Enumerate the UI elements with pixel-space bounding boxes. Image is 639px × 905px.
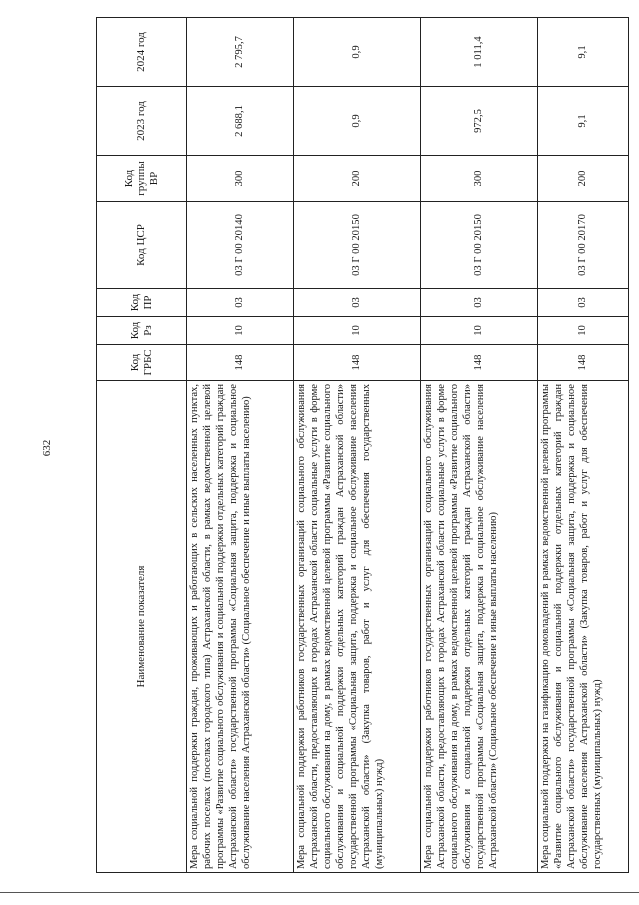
cell-csr: 03 Г 00 20140	[187, 202, 294, 289]
cell-name: Мера социальной поддержки граждан, проживающих и работающих в сельских населенных пунктах, рабочих поселках (поселках городского типа) Астраханской области, в рамках ведомственной целевой программы «Развитие социального обслуживания и социальной поддержки отдельных категорий граждан Астраханской области» государственной программы «Социальная защита, поддержка и социальное обслуживание населения Астраханской области» (Социальное обеспечение и иные выплаты населению)	[187, 381, 294, 873]
bottom-rule	[0, 892, 639, 893]
cell-2023: 972,5	[421, 87, 538, 156]
cell-vr: 200	[538, 156, 629, 202]
cell-rz: 10	[538, 317, 629, 345]
cell-pr: 03	[421, 289, 538, 317]
cell-2024: 1 011,4	[421, 18, 538, 87]
header-2023: 2023 год	[97, 87, 187, 156]
cell-vr: 300	[187, 156, 294, 202]
table-body	[187, 18, 629, 873]
rotated-table-container	[96, 18, 628, 873]
cell-pr: 03	[538, 289, 629, 317]
cell-vr: 300	[421, 156, 538, 202]
cell-grbs: 148	[294, 345, 421, 381]
cell-rz: 10	[421, 317, 538, 345]
header-rz: Код Рз	[97, 317, 187, 345]
cell-rz: 10	[187, 317, 294, 345]
budget-table	[96, 17, 629, 873]
cell-csr: 03 Г 00 20150	[294, 202, 421, 289]
cell-2023: 9,1	[538, 87, 629, 156]
header-vr: Код группы ВР	[97, 156, 187, 202]
table-header	[97, 18, 187, 873]
cell-grbs: 148	[538, 345, 629, 381]
table-row	[421, 18, 538, 873]
page-number: 632	[41, 439, 53, 457]
header-grbs: Код ГРБС	[97, 345, 187, 381]
cell-name: Мера социальной поддержки на газификацию домовладений в рамках ведомственной целевой программы «Развитие социального обслуживания и социальной поддержки отдельных категорий граждан Астраханской области» государственной программы «Социальная защита, поддержка и социальное обслуживание населения Астраханской области» (Закупка товаров, работ и услуг для обеспечения государственных (муниципальных) нужд)	[538, 381, 629, 873]
cell-csr: 03 Г 00 20170	[538, 202, 629, 289]
cell-vr: 200	[294, 156, 421, 202]
cell-2024: 0,9	[294, 18, 421, 87]
cell-pr: 03	[187, 289, 294, 317]
cell-pr: 03	[294, 289, 421, 317]
cell-grbs: 148	[421, 345, 538, 381]
cell-csr: 03 Г 00 20150	[421, 202, 538, 289]
header-row	[97, 18, 187, 873]
cell-grbs: 148	[187, 345, 294, 381]
header-2024: 2024 год	[97, 18, 187, 87]
table-row	[294, 18, 421, 873]
cell-2023: 0,9	[294, 87, 421, 156]
cell-rz: 10	[294, 317, 421, 345]
table-row	[187, 18, 294, 873]
cell-2023: 2 688,1	[187, 87, 294, 156]
cell-2024: 2 795,7	[187, 18, 294, 87]
header-csr: Код ЦСР	[97, 202, 187, 289]
header-pr: Код ПР	[97, 289, 187, 317]
table-row	[538, 18, 629, 873]
header-name: Наименование показателя	[97, 381, 187, 873]
cell-2024: 9,1	[538, 18, 629, 87]
cell-name: Мера социальной поддержки работников государственных организаций социального обслуживания Астраханской области, предоставляющих в городах Астраханской области социальные услуги в форме социального обслуживания на дому, в рамках ведомственной целевой программы «Развитие социального обслуживания и социальной поддержки отдельных категорий граждан Астраханской области» государственной программы «Социальная защита, поддержка и социальное обслуживание населения Астраханской области» (Социальное обеспечение и иные выплаты населению)	[421, 381, 538, 873]
cell-name: Мера социальной поддержки работников государственных организаций социального обслуживания Астраханской области, предоставляющих в городах Астраханской области социальные услуги в форме социального обслуживания на дому, в рамках ведомственной целевой программы «Развитие социального обслуживания и социальной поддержки отдельных категорий граждан Астраханской области» государственной программы «Социальная защита, поддержка и социальное обслуживание населения Астраханской области» (Закупка товаров, работ и услуг для обеспечения государственных (муниципальных) нужд)	[294, 381, 421, 873]
